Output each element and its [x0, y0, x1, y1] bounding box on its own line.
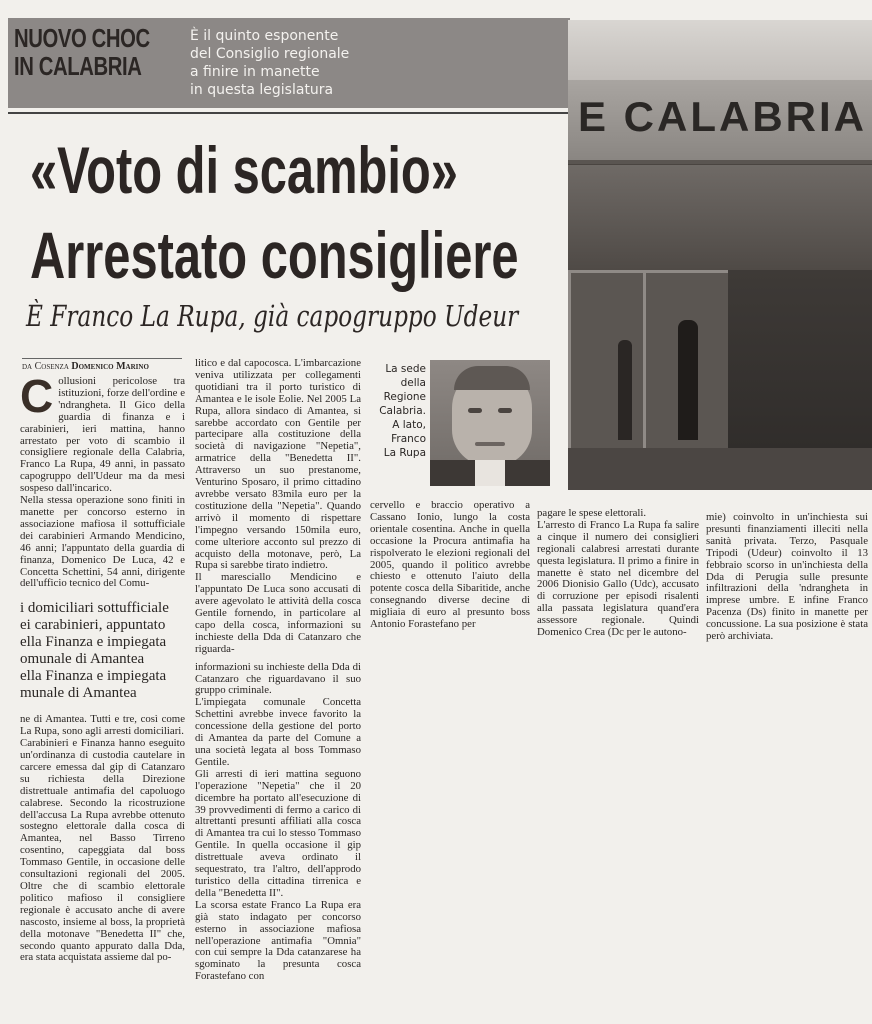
- paragraph: La scorsa estate Franco La Rupa era già stato indagato per concorso esterno in associazione mafiosa nell'operazione antimafia "Omnia" con cui sempre la Dda catanzarese ha sgominato la presunta cosca Forastefano con: [195, 898, 361, 983]
- photo-caption: [368, 362, 426, 460]
- paragraph: informazioni su inchieste della Dda di Catanzaro che riguardavano il suo gruppo criminale.: [195, 660, 361, 697]
- article-column-2: [195, 358, 361, 983]
- caption-line: A lato,: [392, 419, 426, 431]
- article-column-2-bottom: [195, 662, 361, 983]
- headline-line-2: Arrestato consigliere: [30, 218, 519, 292]
- caption-line: Franco: [391, 433, 426, 445]
- deck-line: È il quinto esponente: [190, 28, 339, 44]
- portrait-photo: [430, 360, 550, 486]
- kicker-line: NUOVO CHOC: [14, 23, 150, 53]
- paragraph: ne di Amantea. Tutti e tre, così come La Rupa, sono agli arresti domiciliari.: [20, 713, 185, 738]
- regione-building-photo: [568, 20, 872, 490]
- caption-line: La Rupa: [383, 447, 426, 459]
- article-column-1-bottom: [20, 714, 185, 964]
- kicker-line: IN CALABRIA: [14, 51, 142, 81]
- header-rule: [8, 112, 570, 114]
- pull-quote-line: omunale di Amantea: [20, 651, 145, 668]
- deck-line: del Consiglio regionale: [190, 46, 350, 62]
- drop-cap: C: [20, 370, 54, 422]
- article-column-3: [370, 500, 530, 631]
- paragraph: litico e dal capocosca. L'imbarcazione veniva utilizzata per collegamenti quotidiani tra il porto turistico di Amantea e le isole Eolie. Nel 2005 La Rupa, allora sindaco di Amantea, si sarebbe accordato con Gentile per partecipare alla costituzione della società di navigazione "Nepetia", armatrice della "Benedetta II". Attraverso un suo prestanome, Venturino Sposaro, il primo cittadino avrebbe versato 83mila euro per la costituzione della "Nepetia". Quando arrivò il momento di rispettare l'impegno versando 150mila euro, come ulteriore acconto sul prezzo di acquisto della motonave, però, La Rupa si sarebbe tirato indietro.: [195, 357, 361, 572]
- paragraph: pagare le spese elettorali.: [537, 507, 647, 519]
- subheadline: È Franco La Rupa, già capogruppo Udeur: [26, 299, 519, 333]
- section-kicker: [14, 24, 150, 80]
- article-column-2-top: [195, 358, 361, 656]
- paragraph: L'arresto di Franco La Rupa fa salire a cinque il numero dei consiglieri regionali calabresi arrestati durante questa legislatura. Il primo a finire in manette è stato nel dicembre del 2006 Dionisio Gallo (Udc), accusato di corruzione per episodi risalenti alla passata legislatura quand'era assessore regionale. Quindi Domenico Crea (Dc per le autono-: [537, 518, 699, 639]
- pull-quote-line: ella Finanza e impiegata: [20, 668, 167, 685]
- deck-text: [190, 27, 349, 99]
- caption-line: della: [400, 377, 426, 389]
- caption-line: La sede: [385, 363, 426, 375]
- paragraph: Nella stessa operazione sono finiti in manette per concorso esterno in associazione mafiosa il sottufficiale dei carabinieri Armando Mendicino, 46 anni; l'appuntato della guardia di finanza, Domenico De Luca, 42 e Concetta Schettini, 54 anni, dirigente dell'ufficio tecnico del Comu-: [20, 494, 185, 590]
- deck-line: a finire in manette: [190, 64, 320, 80]
- article-column-5: [706, 512, 868, 643]
- paragraph: Il maresciallo Mendicino e l'appuntato De Luca sono accusati di avere agevolato le attività della cosca Gentile fornendo, in particolare al capo della cosca, informazioni su inchieste della Dda di Catanzaro che riguarda-: [195, 571, 361, 655]
- article-column-4: [537, 508, 699, 639]
- paragraph: mie) coinvolto in un'inchiesta sui presunti finanziamenti illeciti nella sanità privata. Terzo, Pasquale Tripodi (Udeur) coinvolto il 13 febbraio scorso in un'inchiesta della Dda di Perugia sulle presunte infiltrazioni della 'ndrangheta in imprese umbre. E infine Franco Pacenza (Ds) finito in manette per concussione. La sua posizione è stata però archiviata.: [706, 511, 868, 643]
- paragraph: Carabinieri e Finanza hanno eseguito un'ordinanza di custodia cautelare in carcere emessa dal gip di Catanzaro su richiesta della Direzione distrettuale antimafia del capoluogo calabrese. Secondo la ricostruzione dell'accusa La Rupa avrebbe ottenuto sostegno elettorale dalla cosca di Amantea, nel Basso Tirreno cosentino, capeggiata dal boss Tommaso Gentile, in occasione delle consultazioni regionali del 2005. Oltre che di scambio elettorale politico mafioso il consigliere regionale è accusato anche di avere nascosto, insieme al boss, la proprietà della motonave "Benedetta II" che, secondo quanto appurato dalla Dda, era stata acquistata assieme dal po-: [20, 737, 185, 964]
- paragraph: Gli arresti di ieri mattina seguono l'operazione "Nepetia" che il 20 dicembre ha portato all'esecuzione di 39 provvedimenti di fermo a carico di altrettanti presunti affiliati alla cosca di Amantea tra cui lo stesso Tommaso Gentile. In quella occasione il gip distrettuale aveva ordinato il sequestrato, tra l'altro, dell'approdo turistico della cittadina tirrenica e della "Benedetta II".: [195, 767, 361, 899]
- pull-quote-line: ella Finanza e impiegata: [20, 634, 167, 651]
- article-column-1-top: [20, 370, 185, 590]
- deck-line: in questa legislatura: [190, 82, 334, 98]
- byline-prefix: da Cosenza: [22, 361, 69, 372]
- pull-quote-line: i domiciliari sottufficiale: [20, 600, 169, 617]
- pull-quote: [20, 600, 200, 702]
- article-column-1: [20, 370, 185, 964]
- paragraph: ollusioni pericolose tra istituzioni, forze dell'ordine e 'ndrangheta. Il Gico della guardia di finanza e i carabinieri, ieri mattina, hanno arrestato per voto di scambio il consigliere regionale della Calabria, Franco La Rupa, 49 anni, in passato capogruppo dell'Udeur ma da mesi sospeso dall'incarico.: [20, 375, 185, 495]
- pull-quote-line: munale di Amantea: [20, 685, 137, 702]
- caption-line: Calabria.: [379, 405, 426, 417]
- caption-line: Regione: [383, 391, 426, 403]
- paragraph: L'impiegata comunale Concetta Schettini avrebbe invece favorito la concessione della gestione del porto di Amantea da parte del Comune a una società legata al boss Tommaso Gentile.: [195, 696, 361, 768]
- headline-line-1: «Voto di scambio»: [30, 133, 458, 207]
- pull-quote-line: ei carabinieri, appuntato: [20, 617, 166, 634]
- byline-author: Domenico Marino: [71, 361, 149, 372]
- paragraph: cervello e braccio operativo a Cassano Ionio, lungo la costa orientale cosentina. Anche in quella occasione la Procura antimafia ha rispolverato le elezioni regionali del 2005, quando il politico avrebbe chiesto e ottenuto l'aiuto della potente cosca della Sibaritide, anche consegnando diverse decine di migliaia di euro al presunto boss Antonio Forastefano per: [370, 499, 530, 631]
- building-sign: E CALABRIA: [578, 93, 867, 140]
